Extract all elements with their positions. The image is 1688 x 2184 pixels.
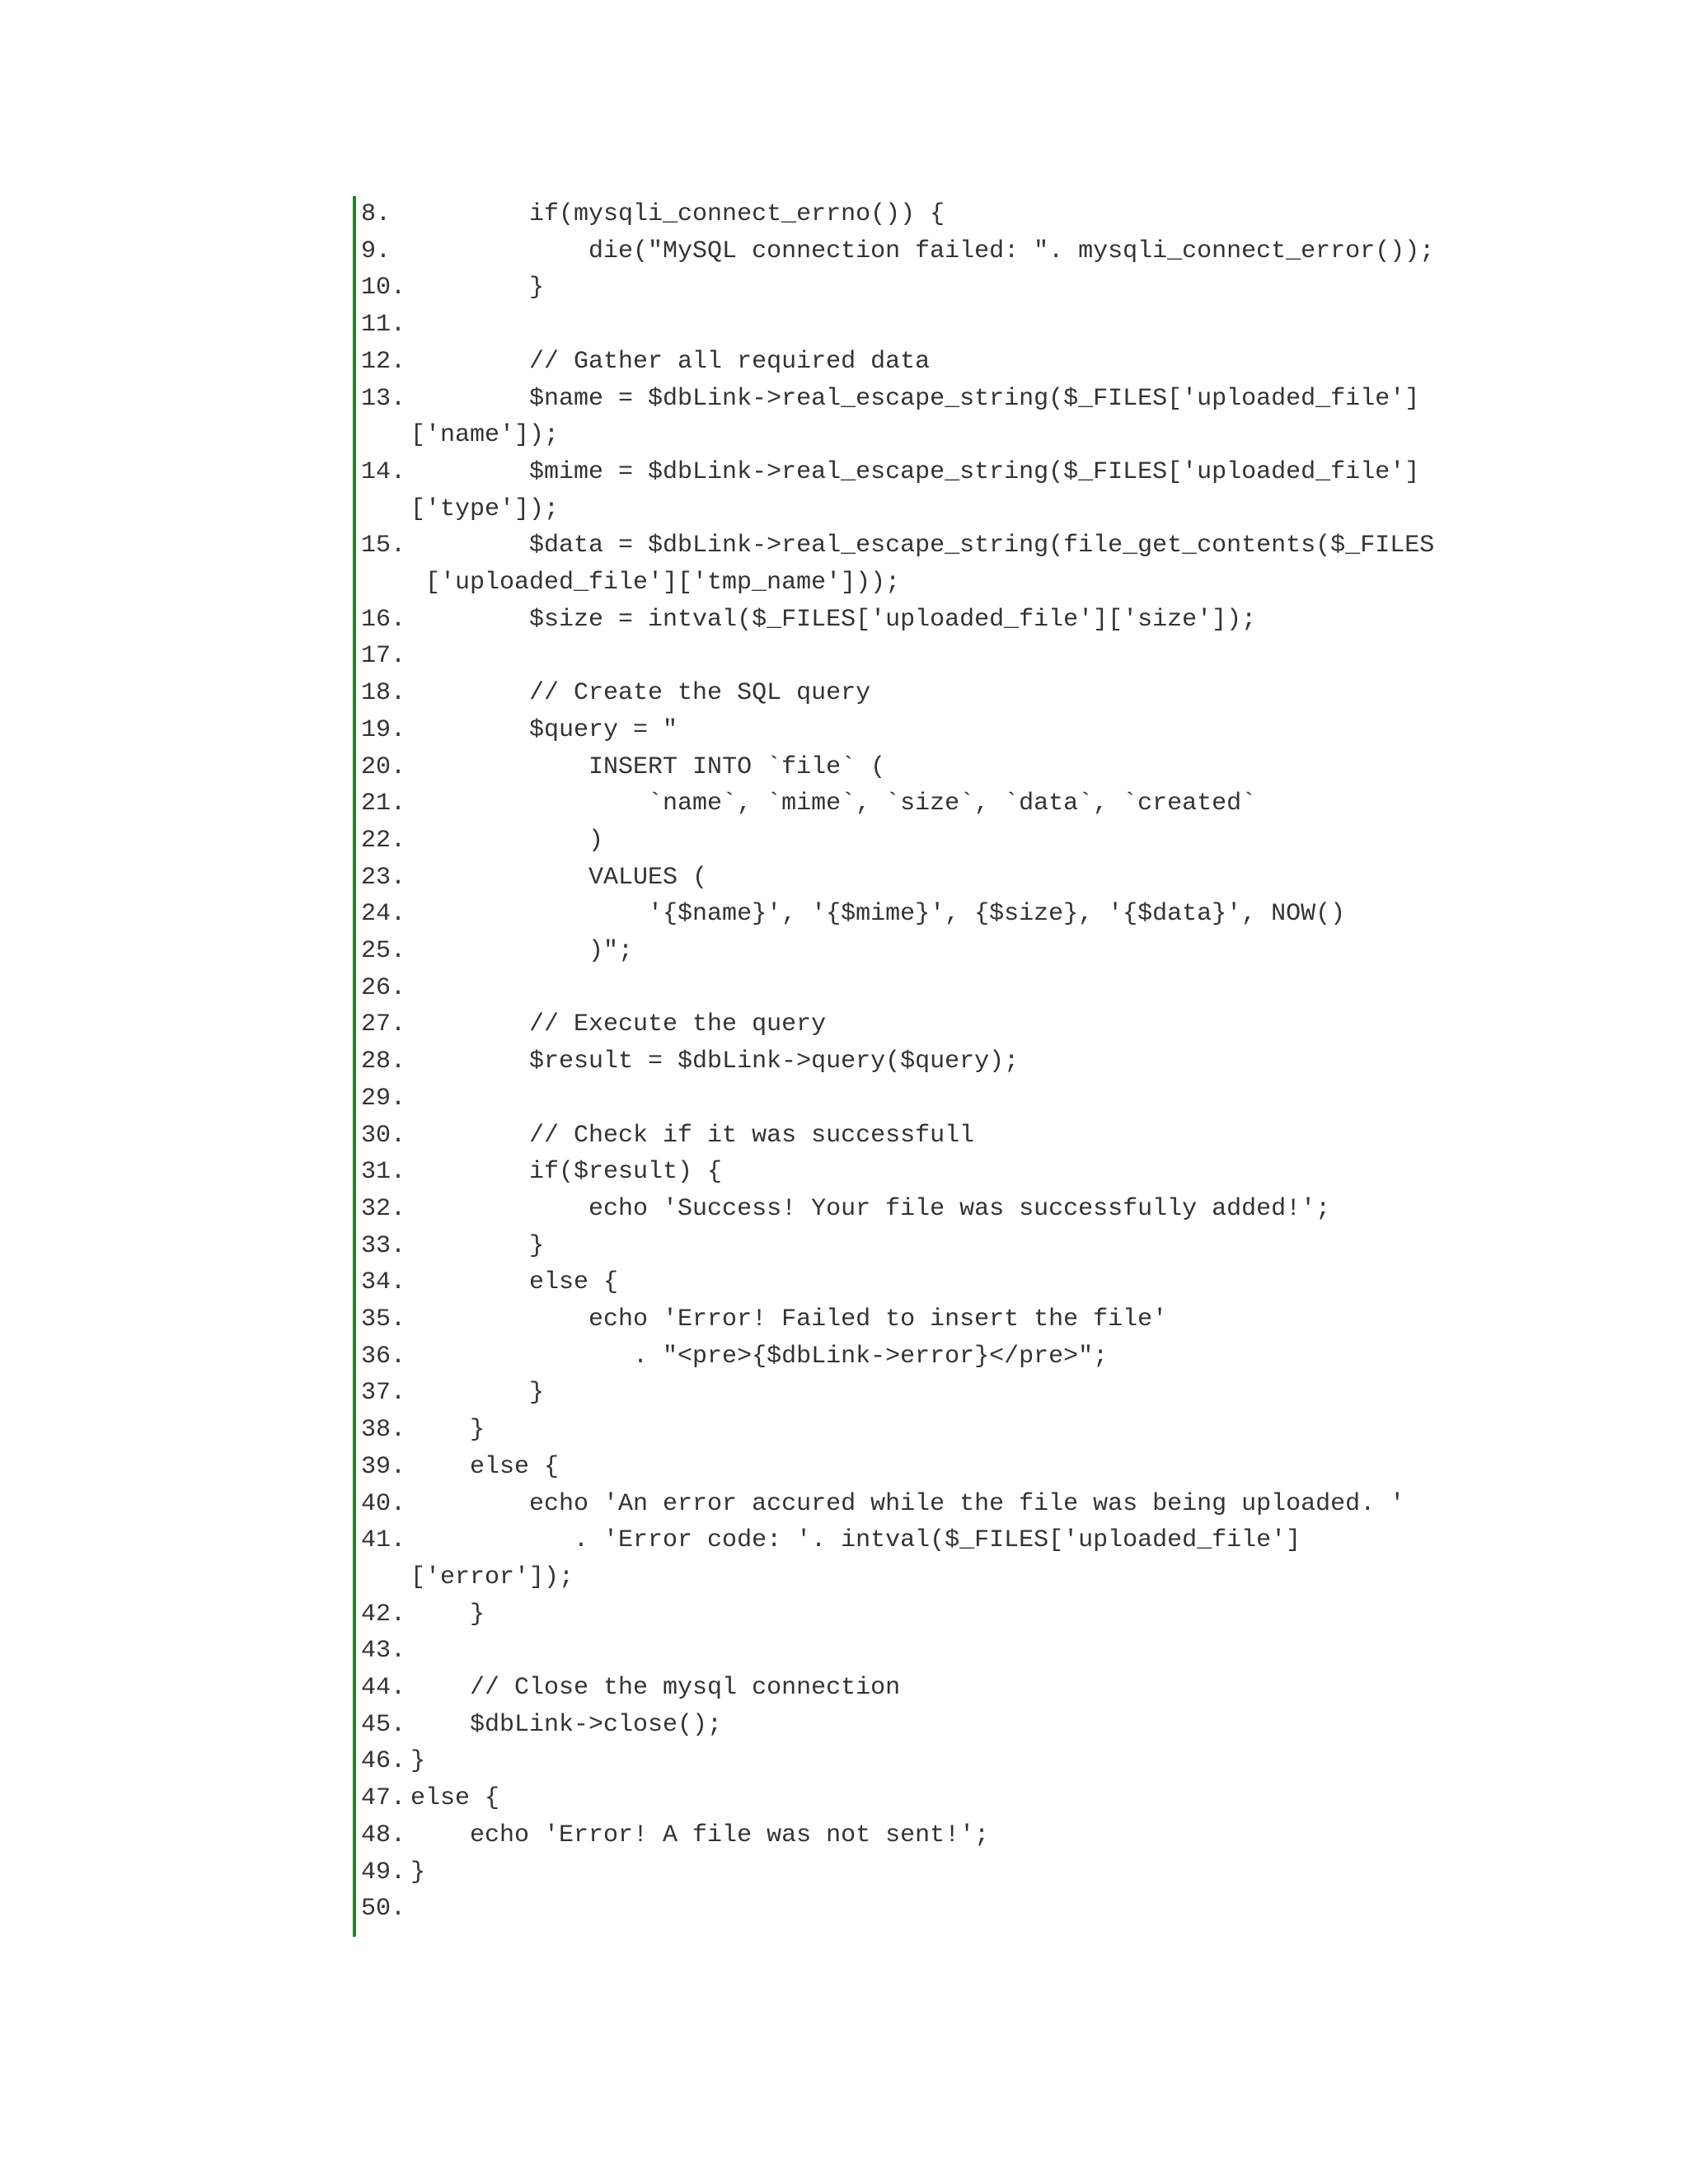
line-number: 38.	[361, 1416, 406, 1445]
line-number: 42.	[361, 1600, 406, 1629]
line-code: $data = $dbLink->real_escape_string(file_get_contents($_FILES	[410, 532, 1435, 560]
line-number: 40.	[361, 1489, 406, 1518]
code-line	[361, 1817, 1523, 1854]
line-number: 15.	[361, 532, 406, 560]
line-number: 26.	[361, 973, 406, 1002]
line-number: 28.	[361, 1047, 406, 1076]
line-number: 11.	[361, 311, 406, 340]
line-code: }	[410, 1231, 545, 1260]
code-line	[361, 638, 1523, 675]
line-continuation: ['uploaded_file']['tmp_name']));	[425, 568, 901, 597]
line-code: if($result) {	[410, 1158, 723, 1187]
line-number: 34.	[361, 1268, 406, 1297]
line-number: 46.	[361, 1747, 406, 1776]
code-line	[361, 1080, 1523, 1118]
line-number: 12.	[361, 347, 406, 376]
code-line	[361, 196, 1523, 233]
line-code: VALUES (	[410, 863, 708, 892]
line-code: )	[410, 826, 604, 855]
line-number: 27.	[361, 1010, 406, 1039]
line-number: 20.	[361, 752, 406, 781]
line-code: $name = $dbLink->real_escape_string($_FILES['uploaded_file']	[410, 384, 1420, 413]
line-code: . 'Error code: '. intval($_FILES['uploaded_file']	[410, 1526, 1301, 1555]
code-line	[361, 1154, 1523, 1191]
code-line	[361, 344, 1523, 381]
line-code: // Check if it was successfull	[410, 1121, 975, 1150]
code-line	[361, 1486, 1523, 1523]
line-continuation: ['error']);	[410, 1563, 574, 1591]
line-code: }	[410, 1379, 545, 1408]
line-number: 9.	[361, 237, 392, 265]
line-number: 33.	[361, 1231, 406, 1260]
line-code: }	[410, 274, 545, 302]
line-number: 8.	[361, 200, 392, 228]
code-line	[361, 675, 1523, 712]
line-number: 44.	[361, 1674, 406, 1702]
line-number: 36.	[361, 1342, 406, 1371]
code-line	[361, 307, 1523, 344]
line-code: $size = intval($_FILES['uploaded_file']['size']);	[410, 605, 1257, 634]
code-line	[361, 527, 1523, 597]
code-line	[361, 1375, 1523, 1412]
code-line	[361, 823, 1523, 860]
line-number: 19.	[361, 715, 406, 744]
line-number: 10.	[361, 274, 406, 302]
code-line	[361, 269, 1523, 307]
line-number: 48.	[361, 1821, 406, 1849]
line-code: // Create the SQL query	[410, 679, 871, 708]
line-code: $result = $dbLink->query($query);	[410, 1047, 1020, 1076]
line-code: echo 'Success! Your file was successfully added!';	[410, 1194, 1331, 1223]
line-number: 22.	[361, 826, 406, 855]
line-code: $mime = $dbLink->real_escape_string($_FILES['uploaded_file']	[410, 457, 1420, 486]
line-code: }	[410, 1416, 485, 1445]
line-code: // Execute the query	[410, 1010, 827, 1039]
line-number: 25.	[361, 937, 406, 965]
line-code: $query = "	[410, 715, 678, 744]
code-line	[361, 1633, 1523, 1670]
line-code: )";	[410, 937, 634, 965]
code-line	[361, 1743, 1523, 1780]
line-number: 18.	[361, 679, 406, 708]
line-code: echo 'Error! Failed to insert the file'	[410, 1305, 1168, 1333]
code-line	[361, 1301, 1523, 1338]
line-number: 47.	[361, 1784, 406, 1813]
line-number: 30.	[361, 1121, 406, 1150]
line-number: 43.	[361, 1637, 406, 1666]
line-number: 24.	[361, 900, 406, 929]
code-line	[361, 1264, 1523, 1301]
line-number: 50.	[361, 1895, 406, 1924]
code-line	[361, 1118, 1523, 1155]
code-listing	[353, 196, 1523, 1937]
line-number: 35.	[361, 1305, 406, 1333]
code-line	[361, 1043, 1523, 1080]
line-code: else {	[410, 1452, 560, 1481]
line-code: die("MySQL connection failed: ". mysqli_connect_error());	[410, 237, 1435, 265]
code-line	[361, 896, 1523, 933]
code-line	[361, 1006, 1523, 1043]
line-number: 13.	[361, 384, 406, 413]
line-number: 16.	[361, 605, 406, 634]
line-code: else {	[410, 1268, 619, 1297]
line-continuation: ['name']);	[410, 421, 560, 450]
line-number: 31.	[361, 1158, 406, 1187]
code-line	[361, 1412, 1523, 1449]
line-continuation: ['type']);	[410, 494, 560, 523]
code-line	[361, 785, 1523, 823]
line-code: }	[410, 1600, 485, 1629]
code-line	[361, 1780, 1523, 1817]
line-number: 17.	[361, 642, 406, 671]
line-number: 23.	[361, 863, 406, 892]
code-line	[361, 933, 1523, 970]
line-number: 37.	[361, 1379, 406, 1408]
code-line	[361, 1854, 1523, 1891]
code-line	[361, 860, 1523, 897]
code-line	[361, 1596, 1523, 1633]
line-number: 49.	[361, 1858, 406, 1886]
line-number: 41.	[361, 1526, 406, 1555]
code-line	[361, 602, 1523, 639]
code-line	[361, 1891, 1523, 1928]
line-number: 45.	[361, 1710, 406, 1739]
line-code: else {	[410, 1784, 500, 1813]
line-code: }	[410, 1747, 426, 1776]
code-line	[361, 1670, 1523, 1707]
code-line	[361, 1338, 1523, 1376]
line-code: '{$name}', '{$mime}', {$size}, '{$data}', NOW()	[410, 900, 1346, 929]
line-code: $dbLink->close();	[410, 1710, 723, 1739]
code-line	[361, 1522, 1523, 1591]
code-line	[361, 712, 1523, 749]
line-code: echo 'An error accured while the file was being uploaded. '	[410, 1489, 1405, 1518]
line-code: `name`, `mime`, `size`, `data`, `created`	[410, 790, 1257, 818]
code-line	[361, 381, 1523, 450]
line-number: 21.	[361, 790, 406, 818]
line-code: . "<pre>{$dbLink->error}</pre>";	[410, 1342, 1109, 1371]
line-code: INSERT INTO `file` (	[410, 752, 886, 781]
code-line	[361, 749, 1523, 786]
code-line	[361, 1191, 1523, 1228]
line-number: 29.	[361, 1084, 406, 1113]
line-code: // Close the mysql connection	[410, 1674, 901, 1702]
code-line	[361, 233, 1523, 270]
line-number: 14.	[361, 457, 406, 486]
code-line	[361, 1228, 1523, 1265]
line-code: }	[410, 1858, 426, 1886]
line-code: // Gather all required data	[410, 347, 931, 376]
line-code: if(mysqli_connect_errno()) {	[410, 200, 945, 228]
code-line	[361, 1449, 1523, 1486]
code-line	[361, 970, 1523, 1007]
line-number: 32.	[361, 1194, 406, 1223]
code-line	[361, 454, 1523, 523]
line-number: 39.	[361, 1452, 406, 1481]
code-line	[361, 1707, 1523, 1744]
line-code: echo 'Error! A file was not sent!';	[410, 1821, 990, 1849]
